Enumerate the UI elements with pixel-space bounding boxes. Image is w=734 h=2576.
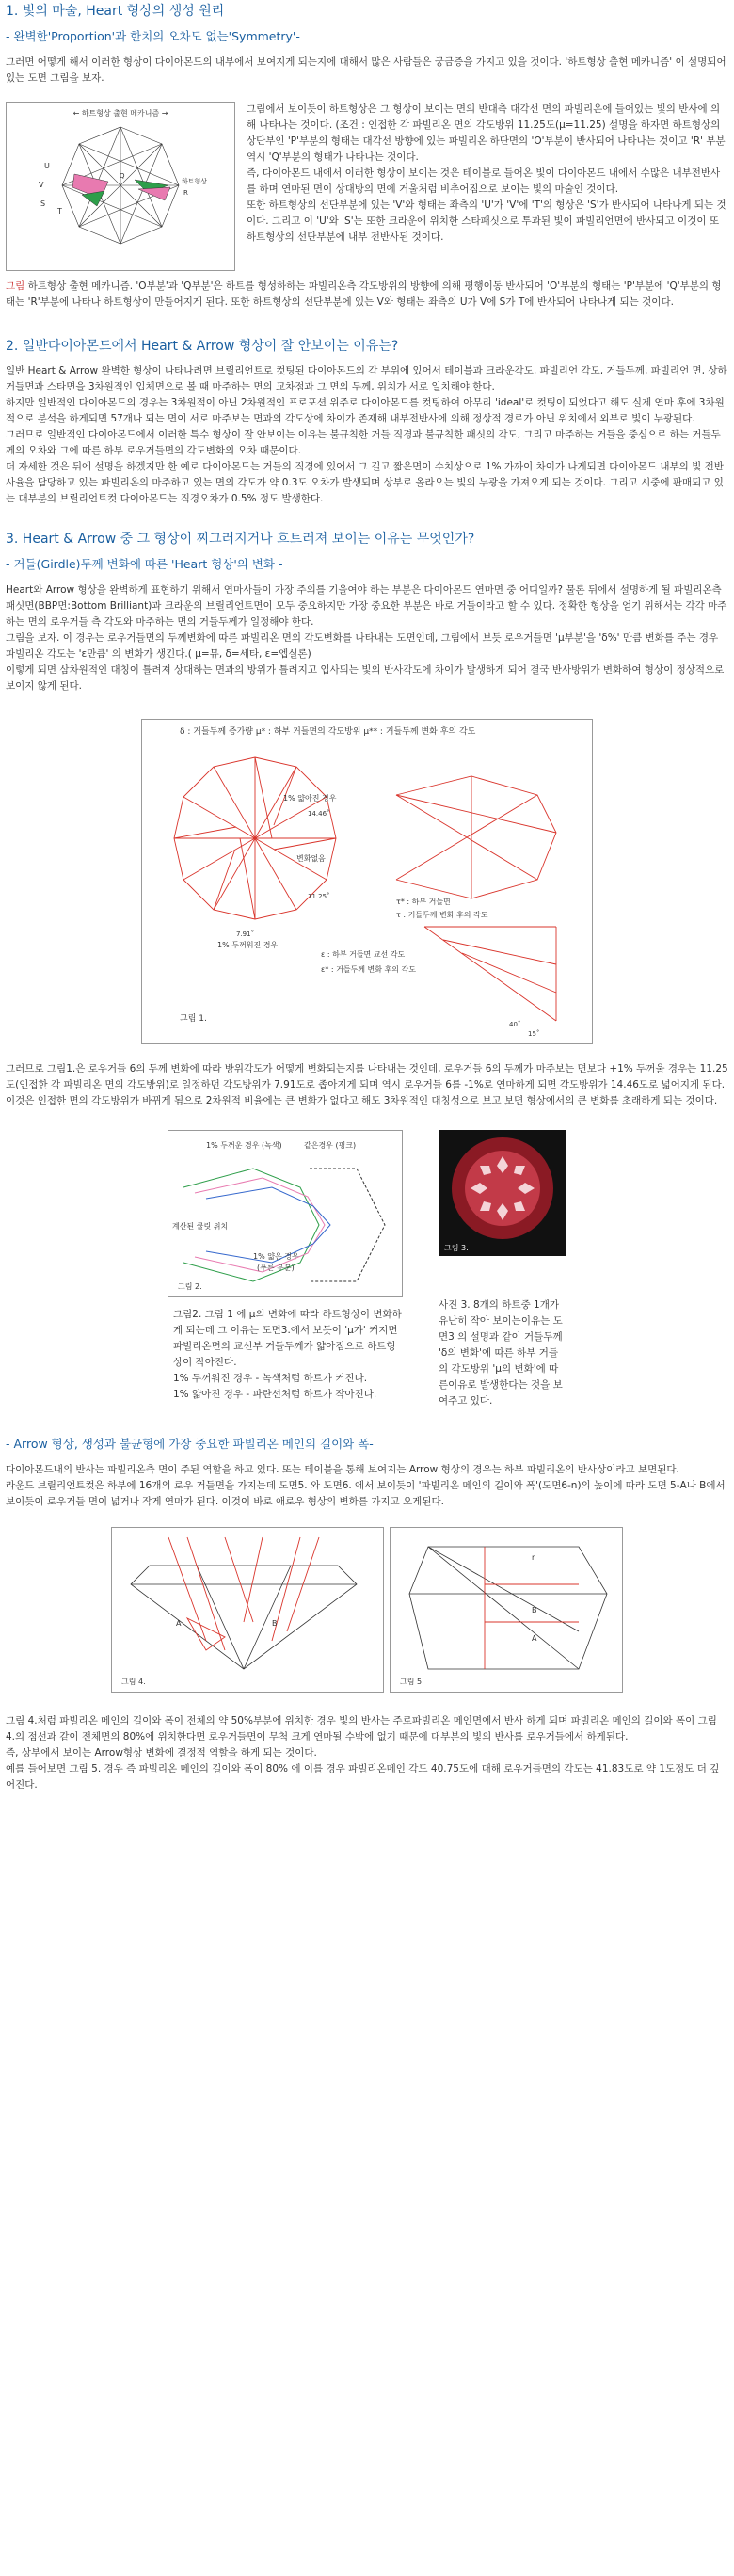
figure-3-diamond (439, 1130, 566, 1256)
fig2-label-thin: 1% 얇은 경우 (253, 1252, 299, 1261)
section4-subtitle: - Arrow 형상, 생성과 불균형에 가장 중요한 파빌리온 메인의 길이와 폭- (6, 1437, 374, 1451)
fig1-angle-791: 7.91˚ (236, 930, 255, 938)
section3-body: Heart와 Arrow 형상을 완벽하게 표현하기 위해서 연마사들이 가장 주의를 기울여야 하는 부분은 다이아몬드 연마면 중 어디일까? 물론 뒤에서 설명하게 될 파빌리온측 패싯면(BBP면:Bottom Brilliant)과 크라운의 브릴리언트면이 모두 중요하지만 가장 중요한 부분은 바로 거들이라고 할 수 있다. 정확한 형상을 얻기 위해서는 각각 마주하는 면의 로우거들 측 각도와 마주하는 면의 거들두께가 일정해야 한다. 그림을 보자. 이 경우는 로우거들면의 두께변화에 따른 파빌리온 면의 각도변화를 나타내는 도면인데, 그림에서 보듯 로우거들면 'μ부분'을 'δ%' 만큼 변화를 주는 경우 파빌리온 각도는 'ε만큼' 의 변화가 생긴다.( μ=뮤, δ=세타, ε=엡실론) 이렇게 되면 삼차원적인 대칭이 틀려져 상대하는 면과의 방위가 틀려지고 입사되는 빛의 반사각도에 차이가 발생하게 되어 결국 반사방위가 변화하여 형상이 정상적으로 보이지 않게 된다. (6, 584, 727, 692)
heart-mechanism-diagram (7, 119, 234, 270)
label-heart: 하트형상 (182, 178, 208, 185)
heart-figure-title: ← 하트형상 출현 메카니즘 → (72, 109, 168, 118)
fig1-eps: ε : 하부 거들면 교선 각도 (321, 950, 406, 959)
figure-5-diagram (391, 1528, 622, 1692)
fig1-label-thin: 1% 얇아진 경우 (283, 794, 337, 803)
fig2-label-same: 같은경우 (핑크) (304, 1141, 357, 1150)
fig5-label-r: r (532, 1553, 535, 1562)
fig2-label-thick: 1% 두꺼운 경우 (녹색) (206, 1141, 282, 1150)
fig1-angle-15: 15˚ (528, 1030, 540, 1038)
figure-4-diagram (112, 1528, 383, 1692)
label-s: S (40, 199, 46, 208)
label-q: Q (120, 172, 125, 180)
section2-body: 일반 Heart & Arrow 완벽한 형상이 나타나려면 브릴리언트로 컷팅된 다이아몬드의 각 부위에 있어서 테이블과 크라운각도, 파빌리언 각도, 거들두께, 파빌리언 면, 상하 거들면과 스타면을 3차원적인 입체면으로 볼 때 마주하는 면의 교차점과 그 면의 두께, 위치가 서로 일치해야 한다. 하지만 일반적인 다이아몬드의 경우는 3차원적이 아닌 2차원적인 프로포션 위주로 다이아몬드를 컷팅하여 아무리 'ideal'로 컷팅이 되었다고 해도 실제 연마 후에 3차원적으로 분석을 하게되면 57개나 되는 면이 서로 마주보는 면과의 각도상에 차이가 존재해 내부전반사에 의해 정상적 경로가 아닌 위치에서 외부로 빛이 누광된다. 그러므로 일반적인 다이아몬드에서 이러한 특수 형상이 잘 안보이는 이유는 불규칙한 거들 직경과 불규칙한 패싯의 각도, 그리고 마주하는 거들을 중심으로 하는 거들두께의 오차와 그에 따른 하부 로우거들면의 각도변화의 오차 때문이다. 더 자세한 것은 뒤에 설명을 하겠지만 한 예로 다이아몬드는 거들의 직경에 있어서 그 길고 짧은면이 수치상으로 1% 가까이 차이가 나게되면 다이아몬드 내부의 빛 전반사율을 담당하고 있는 파빌리온의 마주하고 있는 면의 각도가 약 0.3도 오차가 발생되며 상부로 올라오는 빛의 누광을 가져오게 되는 것이다. 그리고 시중에 판매되고 있는 대부분의 브릴리언트컷 다이아몬드는 직경오차가 0.5% 정도 발생한다. (6, 365, 727, 504)
fig1-angle-40: 40˚ (509, 1021, 521, 1028)
section1-subtitle: - 완벽한'Proportion'과 한치의 오차도 없는'Symmetry'- (6, 29, 300, 43)
fig1-no-change: 변화없음 (296, 854, 326, 863)
caption-text: 하트형상 출현 메카니즘. 'O부분'과 'Q부분'은 하트를 형성하하는 파빌리온측 각도방위의 방향에 의해 평행이동 반사되어 'O'부분의 형태는 'P'부분에 'Q'부분의 형태는 'R'부분에 나타나 하트형상이 만들어지게 된다. 또한 하트형상의 선단부분에 있는 V와 형태는 좌측의 U가 V에 S가 T에 반사되어 나타나게 되는 것이다. (6, 280, 722, 308)
fig1-header: δ : 거들두께 증가량 μ* : 하부 거들면의 각도방위 μ** : 거들두께 변화 후의 각도 (180, 727, 476, 737)
fig4-label-a: A (176, 1619, 182, 1628)
section4-closing: 그림 4.처럼 파빌리온 메인의 길이와 폭이 전체의 약 50%부분에 위치한 경우 빛의 반사는 주로파빌리온 메인면에서 반사 하게 되며 파빌리온 메인의 길이와 폭이 그림 4.의 점선과 같이 전체면의 80%에 위치한다면 로우거들면이 무척 크게 연마될 수밖에 없기 때문에 대부분의 빛의 반사를 로우거들에서 하게된다. 즉, 상부에서 보이는 Arrow형상 변화에 결정적 역할을 하게 되는 것이다. 예를 들어보면 그림 5. 경우 즉 파빌리온 메인의 길이와 폭이 80% 에 이를 경우 파빌리온메인 각도 40.75도에 대해 로우거들면의 각도는 41.83도로 약 1도정도 더 깊어진다. (6, 1715, 720, 1790)
figure-1-diagram (142, 739, 592, 1040)
fig5-label-a: A (532, 1634, 537, 1643)
figure-3-photo (439, 1130, 566, 1256)
label-u: U (44, 162, 50, 170)
fig3-caption: 그림 3. (444, 1244, 469, 1252)
section4-body: 다이아몬드내의 반사는 파빌리온측 면이 주된 역할을 하고 있다. 또는 테이블을 통해 보여지는 Arrow 형상의 경우는 하부 파빌리온의 반사상이라고 보면된다. 라운드 브릴리언트컷은 하부에 16개의 로우 거들면을 가지는데 도면5. 와 도면6. 에서 보이듯이 '파빌리온 메인의 길이와 폭'(도면6-n)의 높이에 따라 도면 5-A나 B에서 보이듯이 로우거들 면이 넓거나 작게 연마가 된다. 이것이 바로 애로우 형상의 변화를 가지고 오게된다. (6, 1464, 726, 1507)
fig2-text: 그림2. 그림 1 에 μ의 변화에 따라 하트형상이 변화하게 되는데 그 이유는 도면3.에서 보듯이 'μ가' 커지면 파빌리온면의 교선부 거들두께가 얇아짐으로 하트형상이 작아진다. 1% 두꺼워진 경우 - 녹색처럼 하트가 커진다. 1% 얇아진 경우 - 파란선처럼 하트가 작아진다. (173, 1309, 402, 1400)
fig5-caption: 그림 5. (400, 1678, 424, 1686)
fig1-tau: τ : 거들두께 변화 후의 각도 (396, 911, 488, 919)
section2-title: 2. 일반다이아몬드에서 Heart & Arrow 형상이 잘 안보이는 이유는? (6, 339, 399, 354)
fig2-label-thin2: (푸른 부분) (257, 1264, 295, 1272)
section3-title: 3. Heart & Arrow 중 그 형상이 찌그러지거나 흐트러져 보이는 이유는 무엇인가? (6, 532, 475, 547)
fig1-caption: 그림 1. (180, 1014, 207, 1024)
figure-2-diagram (168, 1131, 402, 1296)
figure-5 (390, 1527, 623, 1693)
fig1-tau-star: τ* : 하부 거들면 (396, 898, 451, 906)
section1-caption (6, 278, 728, 310)
caption-label: 그림 (6, 280, 25, 292)
fig3-text: 사진 3. 8개의 하트중 1개가 유난히 작아 보이는이유는 도면3 의 설명과 같이 거들두께 'δ의 변화'에 따른 하부 거들의 각도방위 'μ의 변화'에 따른이유로 발생한다는 것을 보여주고 있다. (439, 1299, 563, 1407)
fig4-label-b: B (272, 1619, 278, 1628)
section3-subtitle: - 거들(Girdle)두께 변화에 따른 'Heart 형상'의 변화 - (6, 557, 283, 571)
section1-side-text: 그림에서 보이듯이 하트형상은 그 형상이 보이는 면의 반대측 대각선 면의 파빌리온에 들어있는 빛의 반사에 의해 나타나는 것이다. (조건 : 인접한 각 파빌리온 면의 각도방위 11.25도(μ=11.25) 설명을 하자면 하트형상의 상단부인 'P'부분의 형태는 대각선 방향에 있는 파빌리온 하단면의 'O'부분이 반사되어 나타나는 것이고 'R' 부분 역시 'Q'부분의 형태가 나타나는 것이다. 즉, 다이아몬드 내에서 이러한 형상이 보이는 것은 테이블로 들어온 빛이 다이아몬드 내에서 수많은 내부전반사를 하며 연마된 면이 상대방의 면에 거울처럼 비추어짐으로 보이는 빛의 마술인 것이다. 또한 하트형상의 선단부분에 있는 'V'와 형태는 좌측의 'U'가 'V'에 'T'의 형상은 'S'가 반사되어 나타나게 되는 것이다. 그리고 이 'U'와 'S'는 또한 크라운에 위치한 스타패싯으로 투과된 빛이 파빌리언면에 반사되고 이것이 또 하트형상의 선단부분에 내부 전반사된 것이다. (247, 103, 726, 243)
fig1-label-thick: 1% 두꺼워진 경우 (217, 941, 279, 949)
fig1-eps-star: ε* : 거들두께 변화 후의 각도 (321, 965, 417, 974)
label-t: T (57, 207, 62, 215)
label-v: V (39, 181, 44, 189)
label-r: R (184, 189, 188, 197)
fig1-angle-1446: 14.46˚ (308, 810, 330, 818)
fig4-caption: 그림 4. (121, 1678, 146, 1686)
section3-explain: 그러므로 그림1.은 로우거들 6의 두께 변화에 따라 방위각도가 어떻게 변화되는지를 나타내는 것인데, 로우거들 6의 두께가 마주보는 면보다 +1% 두꺼울 경우는 11.25도(인접한 각 파빌리온 면의 각도방위)로 일정하던 각도방위가 7.91도로 좁아지게 되며 역시 로우거들 6를 -1%로 연마하게 되면 각도방위가 14.46도로 넓어지게 된다. 이것은 인접한 면의 각도방위가 바뀌게 됨으로 2차원적 비율에는 큰 변화가 없다고 해도 3차원적인 대칭성으로 보고 보면 형상에서의 큰 변화를 초래하게 되는 것이다. (6, 1063, 728, 1106)
heart-mechanism-figure (6, 102, 235, 271)
figure-1 (141, 719, 593, 1044)
fig5-label-b: B (532, 1606, 537, 1614)
section1-intro: 그러면 어떻게 해서 이러한 형상이 다이아몬드의 내부에서 보여지게 되는지에 대해서 많은 사람들은 궁금증을 가지고 있을 것이다. '하트형상 출현 메카니즘' 이 설명되어있는 도면 그림을 보자. (6, 56, 726, 84)
fig2-caption: 그림 2. (178, 1282, 202, 1291)
fig2-label-calc: 계산된 큘릿 위치 (172, 1222, 229, 1231)
fig1-angle-1125: 11.25˚ (308, 893, 330, 900)
figure-2 (168, 1130, 403, 1297)
figure-4 (111, 1527, 384, 1693)
section1-title: 1. 빛의 마술, Heart 형상의 생성 원리 (6, 4, 225, 19)
